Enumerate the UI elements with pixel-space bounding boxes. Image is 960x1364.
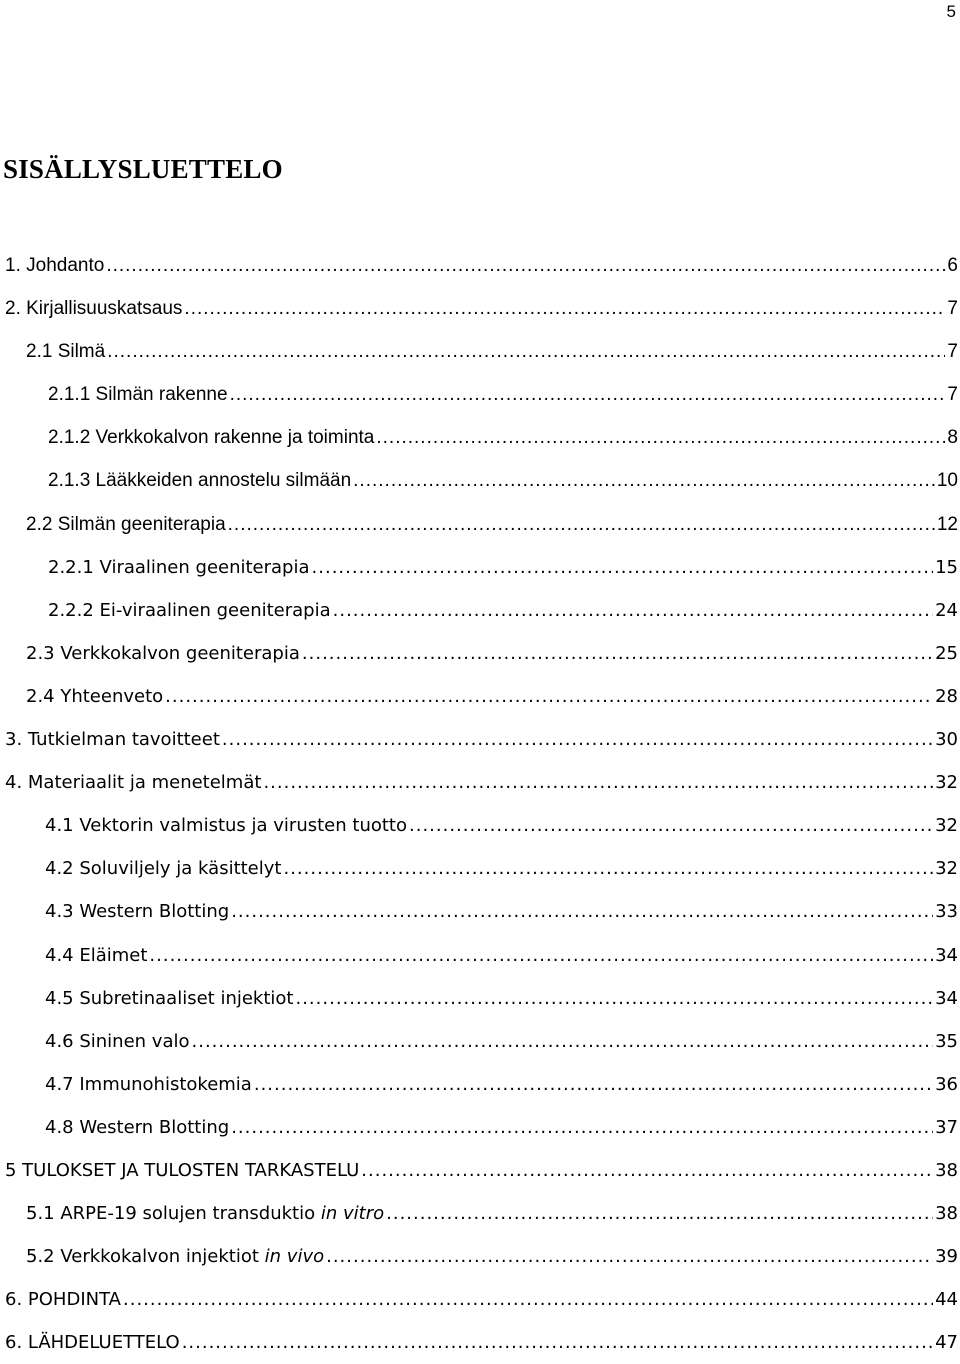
toc-entry-label: 2.2 Silmän geeniterapia [26,513,226,535]
dot-leader [333,589,933,632]
dot-leader [386,1192,933,1235]
toc-entry-kirjallisuuskatsaus[interactable] [0,287,958,330]
toc-entry-page: 32 [935,772,958,794]
toc-entry-label: 2.1.1 Silmän rakenne [48,384,228,406]
toc-entry-tulokset[interactable] [0,1149,958,1192]
toc-entry-page: 39 [935,1246,958,1268]
dot-leader [184,287,945,330]
toc-entry-arpe19-transduktio[interactable] [0,1192,958,1235]
toc-entry-page: 36 [935,1073,958,1095]
toc-entry-page: 34 [935,944,958,966]
toc-entry-label: 4.6 Sininen valo [45,1030,190,1052]
toc-entry-label: 6. LÄHDELUETTELO [5,1332,180,1354]
dot-leader [230,373,946,416]
dot-leader [123,1278,933,1321]
toc-entry-pohdinta[interactable] [0,1278,958,1321]
toc-entry-johdanto[interactable] [0,244,958,287]
toc-entry-label: 4.4 Eläimet [45,944,148,966]
dot-leader [302,632,933,675]
dot-leader [409,804,933,847]
toc-entry-label: 2.1 Silmä [26,341,106,363]
toc-entry-page: 35 [935,1030,958,1052]
toc-entry-label [26,1235,324,1278]
toc-entry-label: 4. Materiaalit ja menetelmät [5,772,262,794]
toc-entry-label: 4.2 Soluviljely ja käsittelyt [45,858,282,880]
toc-entry-elaimet[interactable] [0,934,958,977]
toc-entry-page: 33 [935,901,958,923]
toc-entry-viraalinen-geeniterapia[interactable] [0,546,958,589]
toc-entry-western-blotting-1[interactable] [0,890,958,933]
toc-entry-verkkokalvon-rakenne[interactable] [0,416,958,459]
dot-leader [182,1321,933,1364]
toc-entry-page: 32 [935,815,958,837]
dot-leader [107,330,945,373]
toc-entry-label: 2.4 Yhteenveto [26,685,164,707]
toc-entry-immunohistokemia[interactable] [0,1063,958,1106]
dot-leader [326,1235,933,1278]
toc-entry-soluviljely[interactable] [0,847,958,890]
toc-entry-label: 1. Johdanto [5,255,105,276]
toc-entry-page: 25 [935,642,958,664]
toc-entry-label-main: 5.1 ARPE-19 solujen transduktio [26,1203,321,1225]
dot-leader [231,890,933,933]
toc-entry-materiaalit-ja-menetelmat[interactable] [0,761,958,804]
table-of-contents [0,244,958,1364]
toc-entry-page: 37 [935,1116,958,1138]
dot-leader [254,1063,933,1106]
toc-entry-page: 38 [935,1203,958,1225]
toc-entry-label: 4.8 Western Blotting [45,1116,230,1138]
dot-leader [283,847,933,890]
toc-entry-label: 2.1.2 Verkkokalvon rakenne ja toiminta [48,427,375,449]
toc-entry-page: 47 [935,1332,958,1354]
toc-entry-yhteenveto[interactable] [0,675,958,718]
dot-leader [376,416,945,459]
dot-leader [231,1106,933,1149]
toc-entry-lahdeluettelo[interactable] [0,1321,958,1364]
page-title: SISÄLLYSLUETTELO [3,154,283,184]
dot-leader [361,1149,933,1192]
dot-leader [312,546,934,589]
toc-entry-page: 7 [947,341,958,363]
toc-entry-label: 2. Kirjallisuuskatsaus [5,298,183,320]
toc-entry-page: 24 [935,599,958,621]
toc-entry-sininen-valo[interactable] [0,1020,958,1063]
toc-entry-label: 2.2.2 Ei-viraalinen geeniterapia [48,599,331,621]
dot-leader [222,718,933,761]
dot-leader [192,1020,934,1063]
toc-entry-verkkokalvon-geeniterapia[interactable] [0,632,958,675]
toc-entry-page: 10 [936,470,958,492]
toc-entry-label: 4.3 Western Blotting [45,901,230,923]
dot-leader [149,934,933,977]
toc-entry-label-italic: in vitro [320,1203,385,1225]
toc-entry-label-italic: in vivo [264,1246,325,1268]
toc-entry-silman-geeniterapia[interactable] [0,503,958,546]
toc-entry-label: 2.1.3 Lääkkeiden annostelu silmään [48,470,352,492]
toc-entry-label: 4.1 Vektorin valmistus ja virusten tuotto [45,815,407,837]
toc-entry-subretinaaliset-injektiot[interactable] [0,977,958,1020]
toc-entry-label-main: 5.2 Verkkokalvon injektiot [26,1246,265,1268]
toc-entry-page: 12 [936,513,958,535]
toc-entry-label [26,1192,384,1235]
dot-leader [295,977,933,1020]
toc-entry-page: 15 [935,556,958,578]
toc-entry-tutkielman-tavoitteet[interactable] [0,718,958,761]
toc-entry-page: 32 [935,858,958,880]
toc-entry-page: 34 [935,987,958,1009]
toc-entry-page: 7 [947,384,958,406]
page-number: 5 [946,2,956,21]
toc-entry-label: 2.2.1 Viraalinen geeniterapia [48,556,310,578]
toc-entry-laakkeiden-annostelu[interactable] [0,459,958,502]
toc-entry-page: 7 [947,298,958,320]
toc-entry-verkkokalvon-injektiot[interactable] [0,1235,958,1278]
toc-entry-label: 4.5 Subretinaaliset injektiot [45,987,294,1009]
toc-entry-label: 3. Tutkielman tavoitteet [5,729,220,751]
toc-entry-page: 44 [935,1289,958,1311]
dot-leader [353,459,935,502]
dot-leader [106,244,945,287]
toc-entry-page: 30 [935,729,958,751]
toc-entry-page: 6 [947,255,958,276]
toc-entry-silman-rakenne[interactable] [0,373,958,416]
toc-entry-label: 5 TULOKSET JA TULOSTEN TARKASTELU [5,1159,360,1181]
toc-entry-label: 6. POHDINTA [5,1289,121,1311]
dot-leader [165,675,933,718]
toc-entry-page: 38 [935,1159,958,1181]
toc-entry-ei-viraalinen-geeniterapia[interactable] [0,589,958,632]
toc-entry-western-blotting-2[interactable] [0,1106,958,1149]
dot-leader [228,503,935,546]
toc-entry-page: 28 [935,685,958,707]
toc-entry-label: 4.7 Immunohistokemia [45,1073,252,1095]
toc-entry-page: 8 [947,427,958,449]
dot-leader [263,761,933,804]
toc-entry-silma[interactable] [0,330,958,373]
toc-entry-label: 2.3 Verkkokalvon geeniterapia [26,642,300,664]
toc-entry-vektorin-valmistus[interactable] [0,804,958,847]
